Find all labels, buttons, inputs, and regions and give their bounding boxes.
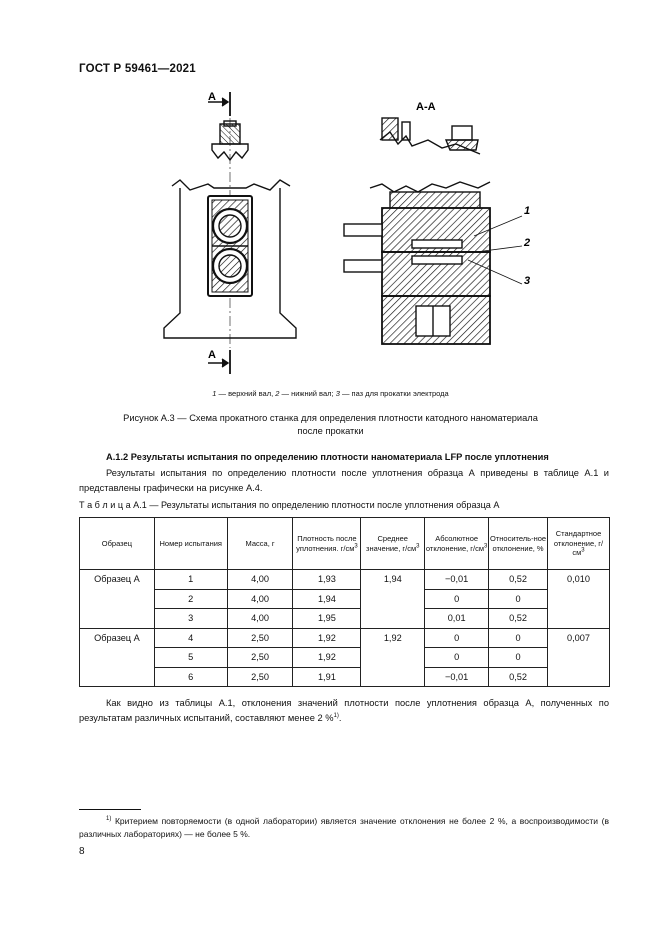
table-row [80, 648, 610, 668]
callout-1: 1 [524, 205, 531, 217]
table-row [80, 628, 610, 648]
section-label-bottom: А [208, 349, 216, 361]
abs-dev-cell: 0 [425, 648, 489, 668]
footnote-divider [79, 809, 141, 810]
test-no-cell: 3 [154, 609, 227, 629]
conclusion-paragraph [79, 696, 609, 726]
mass-cell: 2,50 [227, 628, 293, 648]
intro-paragraph: Результаты испытания по определению плотности после уплотнения образца А приведены в таблице А.1 и представлены графически на рисунке А.4. [79, 468, 609, 493]
section-heading: А.1.2 Результаты испытания по определению плотности наноматериала LFP после уплотнения [106, 452, 549, 462]
density-cell: 1,92 [293, 648, 361, 668]
abs-dev-cell: 0,01 [425, 609, 489, 629]
table-row [80, 609, 610, 629]
unit-exponent: 3 [484, 543, 488, 549]
rolling-mill-drawing [150, 88, 540, 378]
std-dev-cell: 0,010 [548, 570, 610, 629]
std-dev-header-text: Стандартное отклонение, г/см [553, 529, 604, 558]
rel-dev-cell: 0 [489, 648, 548, 668]
unit-exponent: 3 [416, 543, 420, 549]
legend-num-3: 3 [335, 389, 340, 398]
figure-legend [0, 389, 661, 398]
legend-text-1: — верхний вал, [216, 389, 276, 398]
mass-cell: 4,00 [227, 570, 293, 590]
unit-exponent: 3 [354, 543, 358, 549]
sample-cell: Образец А [80, 570, 155, 629]
section-view-title: А-А [416, 101, 436, 113]
test-no-cell: 1 [154, 570, 227, 590]
document-header: ГОСТ Р 59461—2021 [79, 63, 196, 75]
test-no-cell: 5 [154, 648, 227, 668]
col-header-mean [361, 518, 425, 570]
figure-title: Рисунок А.3 — Схема прокатного станка для определения плотности катодного наноматериала после прокатки [123, 413, 538, 436]
rel-dev-cell: 0,52 [489, 609, 548, 629]
density-cell: 1,91 [293, 667, 361, 687]
std-dev-cell: 0,007 [548, 628, 610, 687]
legend-num-1: 1 [212, 389, 217, 398]
callout-3: 3 [524, 275, 531, 287]
table-title-text: — Результаты испытания по определению плотности после уплотнения образца А [146, 500, 500, 510]
abs-dev-cell: −0,01 [425, 570, 489, 590]
col-header-mass: Масса, г [227, 518, 293, 570]
legend-text-2: — нижний вал; [279, 389, 336, 398]
table-row [80, 589, 610, 609]
test-no-cell: 6 [154, 667, 227, 687]
abs-dev-cell: 0 [425, 589, 489, 609]
table-header-row [80, 518, 610, 570]
conclusion-text: Как видно из таблицы А.1, отклонения значений плотности после уплотнения образца А, полученных по результатам различных испытаний, составляют менее 2 % [79, 698, 609, 723]
density-cell: 1,92 [293, 628, 361, 648]
footnote-marker: 1) [106, 816, 112, 823]
mean-cell: 1,94 [361, 570, 425, 629]
col-header-abs-dev [425, 518, 489, 570]
table-title-prefix: Т а б л и ц а А.1 [79, 500, 147, 510]
density-cell: 1,93 [293, 570, 361, 590]
mass-cell: 2,50 [227, 667, 293, 687]
footnote-ref: 1) [333, 712, 339, 719]
density-header-text: Плотность после уплотнения. г/см [296, 534, 357, 553]
table-row [80, 570, 610, 590]
density-cell: 1,94 [293, 589, 361, 609]
rel-dev-cell: 0 [489, 628, 548, 648]
section-view [344, 118, 522, 344]
results-table [79, 517, 610, 687]
rel-dev-cell: 0,52 [489, 667, 548, 687]
legend-text-3: — паз для прокатки электрода [339, 389, 449, 398]
unit-exponent: 3 [581, 547, 585, 554]
front-view [164, 92, 296, 374]
sample-cell: Образец А [80, 628, 155, 687]
col-header-std-dev [548, 518, 610, 570]
footnote-text: Критерием повторяемости (в одной лаборатории) является значение отклонения не более 2 %, а воспроизводимости (в различных лабораториях) — не более 5 %. [79, 816, 609, 839]
mass-cell: 2,50 [227, 648, 293, 668]
callout-2: 2 [524, 237, 531, 249]
section-label-top: А [208, 91, 216, 103]
legend-num-2: 2 [275, 389, 280, 398]
col-header-density [293, 518, 361, 570]
conclusion-end: . [338, 713, 342, 723]
abs-dev-cell: −0,01 [425, 667, 489, 687]
abs-dev-header-text: Абсолютное отклонение, г/см [425, 534, 485, 553]
test-no-cell: 4 [154, 628, 227, 648]
density-cell: 1,95 [293, 609, 361, 629]
footnote [79, 815, 609, 841]
mass-cell: 4,00 [227, 609, 293, 629]
mass-cell: 4,00 [227, 589, 293, 609]
page-number: 8 [79, 846, 85, 857]
abs-dev-cell: 0 [425, 628, 489, 648]
rel-dev-cell: 0 [489, 589, 548, 609]
table-row [80, 667, 610, 687]
col-header-rel-dev: Относитель-ное отклонение, % [489, 518, 548, 570]
col-header-sample: Образец [80, 518, 155, 570]
rel-dev-cell: 0,52 [489, 570, 548, 590]
table-title [79, 500, 499, 510]
mean-header-text: Среднее значение, г/см [366, 534, 417, 553]
test-no-cell: 2 [154, 589, 227, 609]
mean-cell: 1,92 [361, 628, 425, 687]
col-header-test-no: Номер испытания [154, 518, 227, 570]
